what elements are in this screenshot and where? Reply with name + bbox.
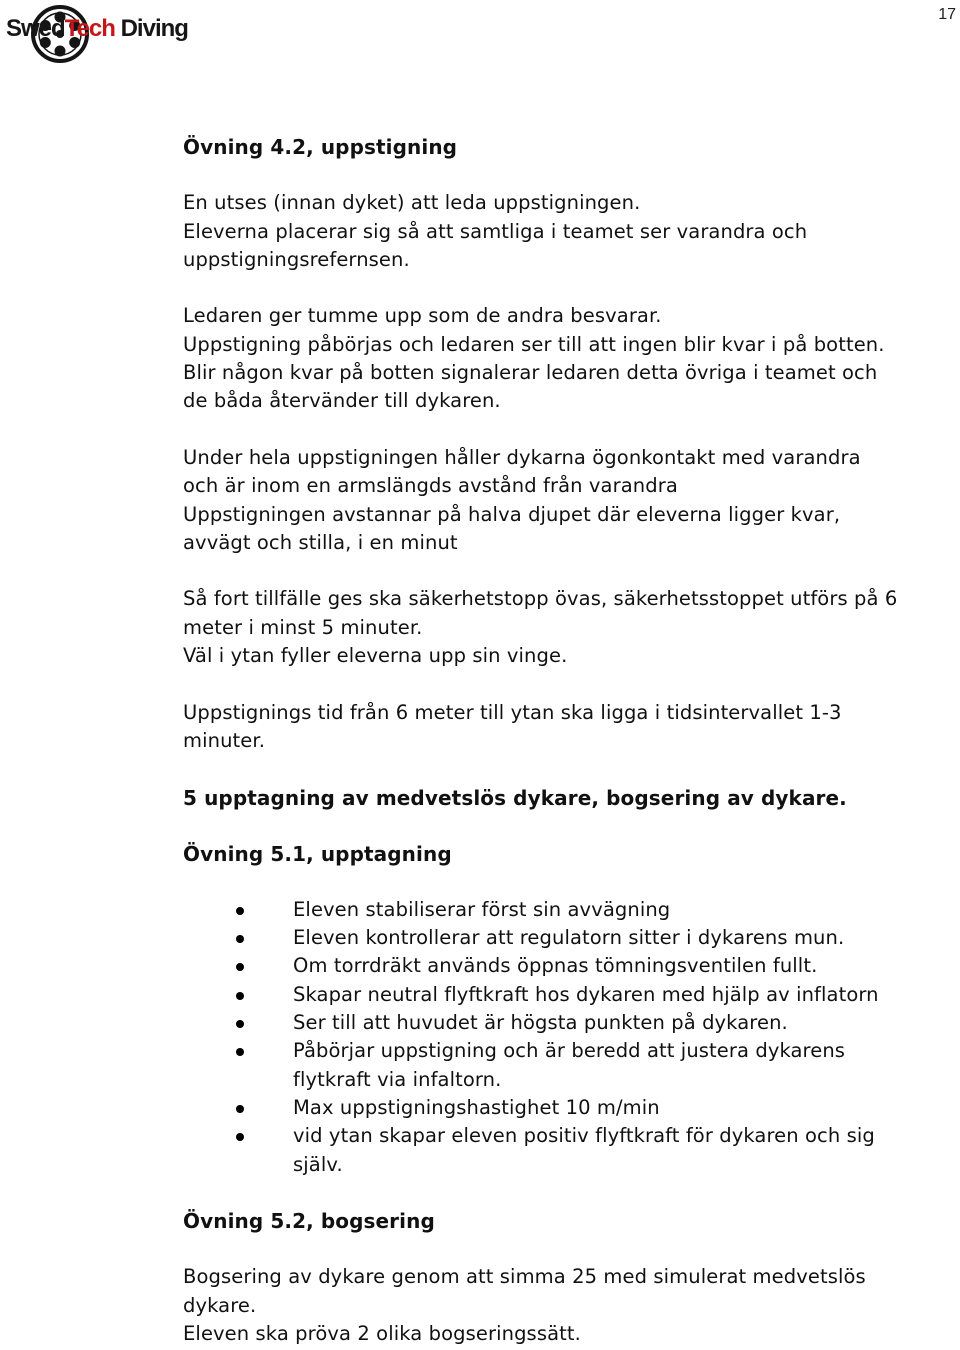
text-line: Så fort tillfälle ges ska säkerhetstopp övas, säkerhetsstoppet utförs på 6 <box>183 587 898 611</box>
text-line: meter i minst 5 minuter. <box>183 615 423 639</box>
text-line: Uppstigning påbörjas och ledaren ser till att ingen blir kvar i på botten. <box>183 332 885 356</box>
paragraph-4-2-during <box>183 444 943 557</box>
text-line: Uppstigningen avstannar på halva djupet där eleverna ligger kvar, <box>183 502 841 526</box>
text-line: Ledaren ger tumme upp som de andra besvarar. <box>183 304 662 328</box>
bullet-icon <box>236 1133 244 1141</box>
list-item: Skapar neutral flyftkraft hos dykaren med hjälp av inflatorn <box>0 981 943 1009</box>
text-line: avvägt och stilla, i en minut <box>183 530 458 554</box>
document-body <box>183 133 943 1348</box>
list-item: Ser till att huvudet är högsta punkten på dykaren. <box>0 1009 943 1037</box>
heading-ovning-5-2: Övning 5.2, bogsering <box>183 1209 435 1234</box>
paragraph-4-2-safety-stop <box>183 585 943 670</box>
text-line: minuter. <box>183 728 265 752</box>
bullet-icon <box>236 1020 244 1028</box>
bullet-icon <box>236 1048 244 1056</box>
text-line: En utses (innan dyket) att leda uppstigningen. <box>183 191 641 215</box>
text-line: Eleven ska pröva 2 olika bogseringssätt. <box>183 1321 581 1345</box>
paragraph-5-2-bogsering <box>183 1263 943 1348</box>
text-line: Uppstignings tid från 6 meter till ytan ska ligga i tidsintervallet 1-3 <box>183 700 842 724</box>
list-item: vid ytan skapar eleven positiv flyftkraft för dykaren och sig själv. <box>0 1122 943 1179</box>
paragraph-4-2-intro <box>183 189 943 274</box>
text-line: och är inom en armslängds avstånd från varandra <box>183 474 678 498</box>
bullet-icon <box>236 963 244 971</box>
text-line: Eleverna placerar sig så att samtliga i teamet ser varandra och <box>183 219 808 243</box>
list-item: Om torrdräkt används öppnas tömningsventilen fullt. <box>0 952 943 980</box>
logo-wordmark: SwedTech Diving <box>6 15 188 42</box>
heading-chapter-5: 5 upptagning av medvetslös dykare, bogsering av dykare. <box>183 785 847 810</box>
list-item: Påbörjar uppstigning och är beredd att justera dykarens flytkraft via infaltorn. <box>0 1037 943 1094</box>
bullet-icon <box>236 992 244 1000</box>
bullet-list-upptagning <box>0 896 943 1179</box>
text-line: uppstigningsrefernsen. <box>183 247 410 271</box>
bullet-icon <box>236 935 244 943</box>
text-line: Bogsering av dykare genom att simma 25 med simulerat medvetslös <box>183 1265 866 1289</box>
text-line: Väl i ytan fyller eleverna upp sin vinge. <box>183 644 568 668</box>
bullet-icon <box>236 1105 244 1113</box>
heading-ovning-5-1: Övning 5.1, upptagning <box>183 841 452 866</box>
paragraph-4-2-start <box>183 302 943 415</box>
text-line: Under hela uppstigningen håller dykarna ögonkontakt med varandra <box>183 445 861 469</box>
list-item: Eleven stabiliserar först sin avvägning <box>0 896 943 924</box>
heading-ovning-4-2: Övning 4.2, uppstigning <box>183 135 458 159</box>
swedtech-diving-logo <box>6 4 188 64</box>
text-line: dykare. <box>183 1293 257 1317</box>
list-item: Eleven kontrollerar att regulatorn sitter i dykarens mun. <box>0 924 943 952</box>
page-number: 17 <box>938 6 956 23</box>
paragraph-4-2-ascent-time <box>183 699 943 756</box>
list-item: Max uppstigningshastighet 10 m/min <box>0 1094 943 1122</box>
text-line: de båda återvänder till dykaren. <box>183 389 501 413</box>
text-line: Blir någon kvar på botten signalerar ledaren detta övriga i teamet och <box>183 361 878 385</box>
bullet-icon <box>236 907 244 915</box>
